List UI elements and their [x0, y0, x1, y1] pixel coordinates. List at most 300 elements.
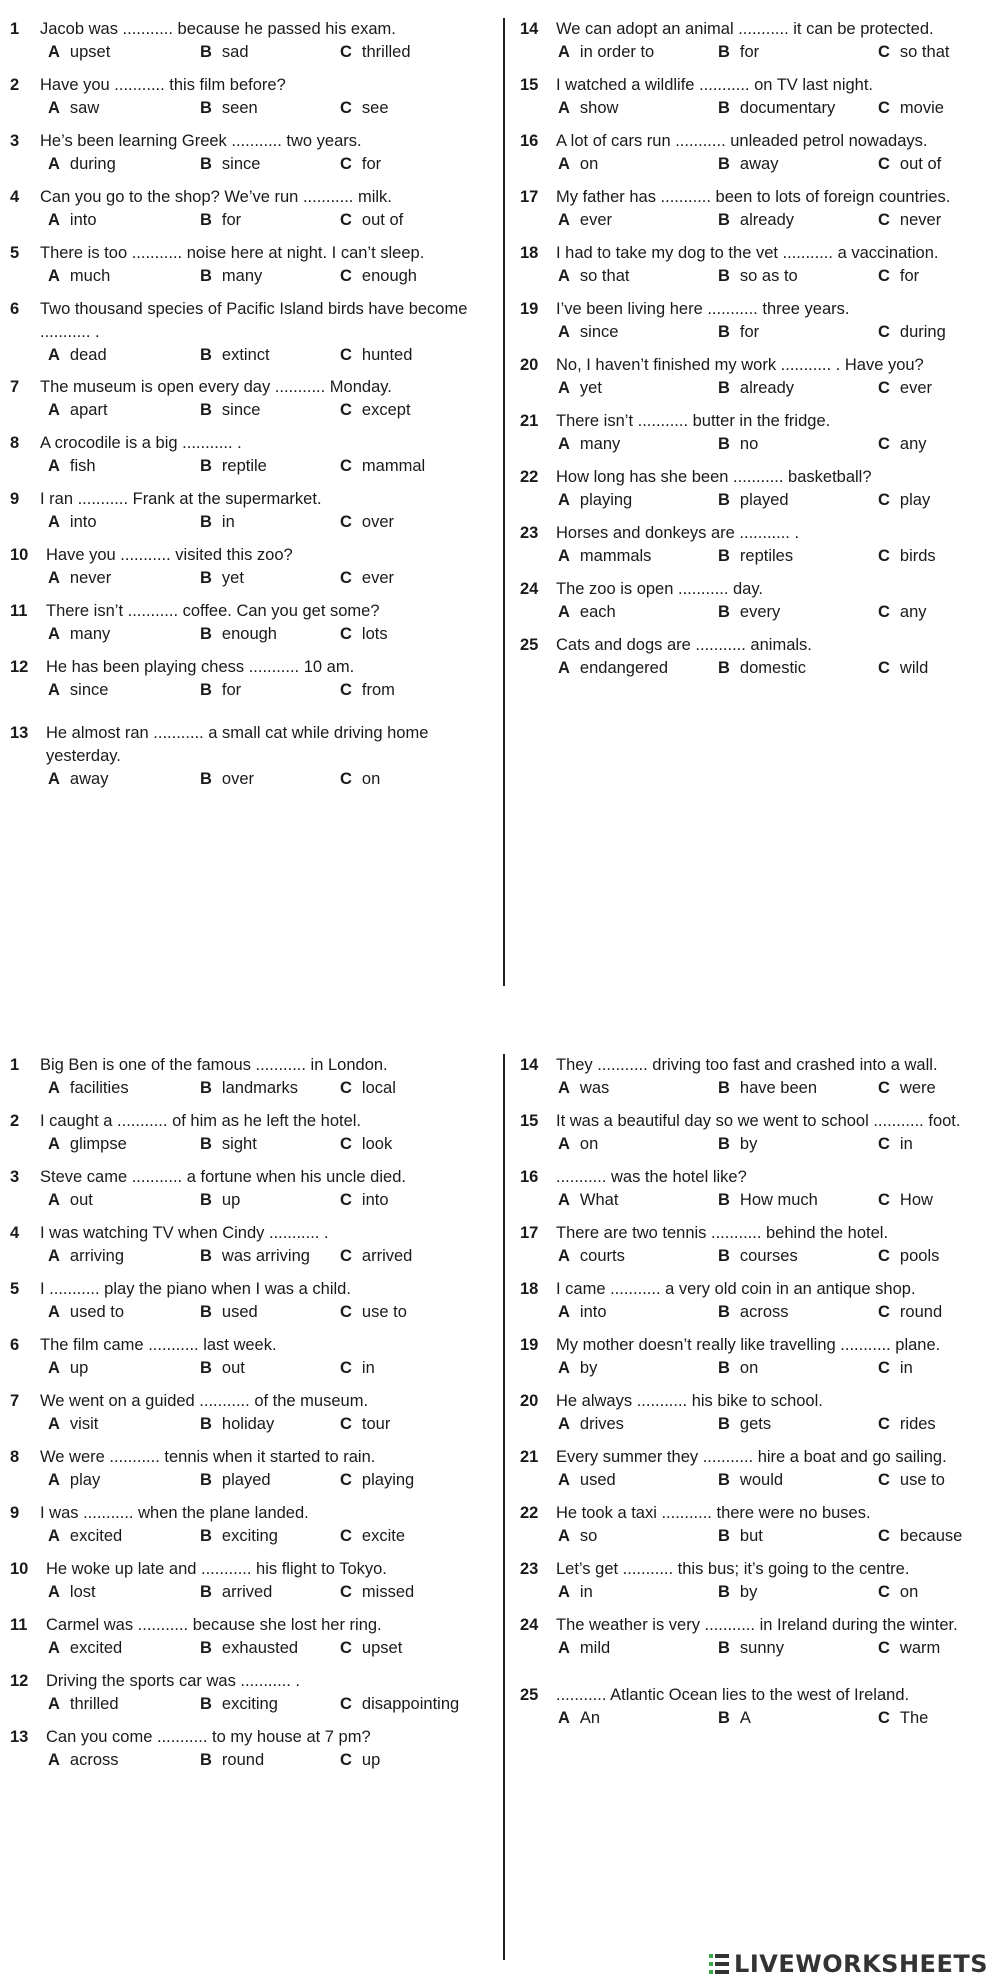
answer-option-c[interactable] [878, 1469, 945, 1492]
answer-option-a[interactable] [48, 1749, 200, 1772]
question-item [10, 1390, 496, 1436]
answer-option-b[interactable] [200, 1525, 340, 1548]
answer-options [48, 1301, 496, 1324]
option-text: endangered [579, 659, 669, 677]
answer-option-a[interactable] [558, 545, 718, 568]
answer-options [48, 455, 496, 478]
option-text: across [69, 1751, 119, 1769]
answer-option-c[interactable] [340, 1133, 392, 1156]
option-letter: A [48, 1583, 60, 1601]
option-letter: A [558, 491, 570, 509]
answer-option-c[interactable] [878, 489, 930, 512]
answer-option-b[interactable] [200, 1469, 340, 1492]
answer-option-c[interactable] [878, 321, 946, 344]
answer-option-c[interactable] [340, 209, 403, 232]
answer-option-b[interactable] [200, 679, 340, 702]
question-number: 10 [10, 546, 29, 564]
question-number: 9 [10, 490, 20, 508]
answer-option-a[interactable] [558, 1581, 718, 1604]
option-letter: C [878, 1527, 890, 1545]
answer-option-b[interactable] [718, 377, 878, 400]
question-stem [520, 298, 998, 321]
answer-option-c[interactable] [878, 433, 927, 456]
question-number: 2 [10, 76, 20, 94]
option-text: How [899, 1191, 933, 1209]
answer-option-c[interactable] [878, 1133, 913, 1156]
answer-option-b[interactable] [718, 1525, 878, 1548]
answer-option-a[interactable] [48, 41, 200, 64]
answer-option-b[interactable] [718, 545, 878, 568]
answer-option-b[interactable] [200, 1749, 340, 1772]
answer-option-b[interactable] [718, 41, 878, 64]
answer-option-a[interactable] [558, 1301, 718, 1324]
option-text: many [69, 625, 111, 643]
option-letter: A [48, 1079, 60, 1097]
answer-option-c[interactable] [340, 1189, 389, 1212]
answer-option-c[interactable] [340, 153, 381, 176]
answer-option-b[interactable] [718, 1357, 878, 1380]
answer-option-b[interactable] [718, 1301, 878, 1324]
answer-option-c[interactable] [340, 265, 417, 288]
answer-option-c[interactable] [340, 344, 412, 367]
question-item [520, 1390, 998, 1436]
option-letter: A [48, 211, 60, 229]
option-letter: C [878, 155, 890, 173]
answer-option-c[interactable] [878, 1189, 933, 1212]
option-text: birds [899, 547, 936, 565]
option-letter: B [718, 43, 730, 61]
option-letter: B [200, 569, 212, 587]
answer-option-c[interactable] [878, 97, 944, 120]
question-item [520, 634, 998, 680]
question-stem [520, 1222, 998, 1245]
question-stem [10, 1110, 496, 1133]
option-text: arrived [361, 1247, 413, 1265]
answer-option-c[interactable] [878, 1525, 962, 1548]
question-item [520, 466, 998, 512]
answer-option-b[interactable] [718, 1133, 878, 1156]
answer-option-c[interactable] [878, 1413, 936, 1436]
question-text: I’ve been living here ........... three years. [556, 300, 850, 318]
answer-option-c[interactable] [878, 657, 928, 680]
question-item [520, 1054, 998, 1100]
option-letter: C [878, 1583, 890, 1601]
answer-option-b[interactable] [718, 265, 878, 288]
answer-option-a[interactable] [48, 511, 200, 534]
answer-option-a[interactable] [558, 265, 718, 288]
option-text: by [739, 1583, 758, 1601]
answer-option-b[interactable] [200, 567, 340, 590]
answer-option-a[interactable] [558, 657, 718, 680]
option-text: seen [221, 99, 258, 117]
answer-option-a[interactable] [558, 97, 718, 120]
answer-options [48, 399, 496, 422]
answer-option-b[interactable] [200, 265, 340, 288]
question-text: ........... Atlantic Ocean lies to the west of Ireland. [556, 1686, 910, 1704]
question-stem [10, 1278, 496, 1301]
answer-option-a[interactable] [48, 1581, 200, 1604]
answer-option-b[interactable] [200, 1189, 340, 1212]
answer-option-c[interactable] [340, 455, 425, 478]
answer-option-c[interactable] [340, 511, 394, 534]
option-letter: B [718, 1079, 730, 1097]
option-letter: B [200, 1247, 212, 1265]
option-text: sight [221, 1135, 257, 1153]
question-text: Let’s get ........... this bus; it’s going to the centre. [556, 1560, 910, 1578]
option-letter: C [340, 267, 352, 285]
question-item [520, 1684, 998, 1730]
option-letter: A [48, 569, 60, 587]
answer-option-c[interactable] [340, 1301, 407, 1324]
answer-option-b[interactable] [200, 97, 340, 120]
question-text: The weather is very ........... in Ireland during the winter. [556, 1616, 958, 1634]
option-text: away [69, 770, 109, 788]
answer-option-a[interactable] [48, 455, 200, 478]
answer-option-a[interactable] [48, 209, 200, 232]
answer-option-b[interactable] [200, 1133, 340, 1156]
answer-option-a[interactable] [48, 1245, 200, 1268]
question-number: 21 [520, 1448, 539, 1466]
option-text: glimpse [69, 1135, 127, 1153]
answer-option-c[interactable] [878, 601, 927, 624]
answer-option-a[interactable] [558, 489, 718, 512]
answer-option-b[interactable] [718, 1469, 878, 1492]
option-text: each [579, 603, 616, 621]
answer-option-c[interactable] [340, 1749, 380, 1772]
option-letter: B [718, 1527, 730, 1545]
answer-option-a[interactable] [558, 1133, 718, 1156]
answer-option-a[interactable] [558, 1707, 718, 1730]
answer-options [48, 1525, 496, 1548]
answer-option-c[interactable] [340, 623, 388, 646]
answer-options [48, 1581, 496, 1604]
answer-option-c[interactable] [340, 399, 411, 422]
question-item [10, 186, 496, 232]
question-number: 25 [520, 1686, 539, 1704]
answer-option-c[interactable] [340, 1077, 396, 1100]
option-letter: B [718, 659, 730, 677]
answer-option-a[interactable] [558, 41, 718, 64]
option-text: extinct [221, 346, 270, 364]
answer-option-b[interactable] [200, 1693, 340, 1716]
question-number: 8 [10, 1448, 20, 1466]
question-text: Have you ........... visited this zoo? [46, 546, 293, 564]
answer-option-b[interactable] [200, 1581, 340, 1604]
question-text: Have you ........... this film before? [40, 76, 286, 94]
question-text: Can you come ........... to my house at 7 pm? [46, 1728, 371, 1746]
option-text: much [69, 267, 111, 285]
option-letter: B [718, 1639, 730, 1657]
answer-option-c[interactable] [340, 1245, 412, 1268]
answer-option-a[interactable] [48, 1133, 200, 1156]
question-item [10, 1446, 496, 1492]
option-text: rides [899, 1415, 936, 1433]
answer-option-b[interactable] [718, 209, 878, 232]
question-item [520, 1110, 998, 1156]
answer-option-a[interactable] [558, 1637, 718, 1660]
option-text: so that [899, 43, 950, 61]
option-text: since [221, 401, 261, 419]
answer-option-a[interactable] [48, 1301, 200, 1324]
answer-option-a[interactable] [48, 679, 200, 702]
option-letter: C [340, 1191, 352, 1209]
answer-option-b[interactable] [718, 433, 878, 456]
answer-option-c[interactable] [340, 679, 395, 702]
question-item [10, 1278, 496, 1324]
question-number: 18 [520, 244, 539, 262]
question-number: 19 [520, 300, 539, 318]
question-item [10, 130, 496, 176]
option-text: for [221, 211, 242, 229]
option-letter: A [558, 1247, 570, 1265]
answer-option-b[interactable] [200, 344, 340, 367]
answer-option-a[interactable] [48, 1693, 200, 1716]
answer-option-a[interactable] [48, 1357, 200, 1380]
answer-option-c[interactable] [878, 1245, 939, 1268]
answer-options [558, 1301, 998, 1324]
option-letter: B [718, 323, 730, 341]
question-stem [10, 1166, 496, 1189]
option-letter: B [718, 211, 730, 229]
answer-options [48, 153, 496, 176]
answer-option-a[interactable] [48, 344, 200, 367]
answer-option-a[interactable] [48, 1077, 200, 1100]
answer-option-a[interactable] [48, 399, 200, 422]
answer-option-c[interactable] [878, 1077, 936, 1100]
answer-option-b[interactable] [718, 1581, 878, 1604]
answer-option-b[interactable] [200, 1357, 340, 1380]
question-stem [10, 1054, 496, 1077]
answer-option-c[interactable] [878, 209, 941, 232]
option-letter: B [200, 1471, 212, 1489]
answer-option-b[interactable] [200, 209, 340, 232]
question-text: There are two tennis ........... behind the hotel. [556, 1224, 889, 1242]
option-letter: B [200, 401, 212, 419]
answer-option-b[interactable] [200, 623, 340, 646]
answer-option-a[interactable] [48, 567, 200, 590]
column-divider [503, 1054, 505, 1960]
answer-option-c[interactable] [340, 1413, 390, 1436]
answer-option-a[interactable] [558, 321, 718, 344]
question-stem [520, 354, 998, 377]
question-number: 11 [10, 602, 28, 620]
option-letter: B [200, 1583, 212, 1601]
answer-option-c[interactable] [878, 1581, 918, 1604]
answer-option-b[interactable] [718, 321, 878, 344]
answer-option-b[interactable] [200, 1637, 340, 1660]
answer-option-a[interactable] [558, 1525, 718, 1548]
answer-option-a[interactable] [48, 1189, 200, 1212]
answer-options [558, 1189, 998, 1212]
option-letter: B [200, 1359, 212, 1377]
answer-option-b[interactable] [718, 1413, 878, 1436]
answer-option-b[interactable] [718, 1077, 878, 1100]
answer-option-b[interactable] [200, 1413, 340, 1436]
answer-option-c[interactable] [878, 41, 949, 64]
option-letter: B [200, 211, 212, 229]
answer-option-b[interactable] [718, 601, 878, 624]
answer-option-b[interactable] [200, 1245, 340, 1268]
option-text: dead [69, 346, 107, 364]
answer-option-a[interactable] [558, 377, 718, 400]
option-letter: B [718, 1709, 730, 1727]
answer-options [558, 657, 998, 680]
answer-option-b[interactable] [200, 1077, 340, 1100]
option-text: What [579, 1191, 619, 1209]
option-letter: C [340, 99, 352, 117]
answer-option-a[interactable] [558, 1189, 718, 1212]
answer-option-b[interactable] [718, 153, 878, 176]
answer-option-b[interactable] [718, 1707, 878, 1730]
option-letter: B [200, 513, 212, 531]
answer-option-a[interactable] [48, 768, 200, 791]
option-text: documentary [739, 99, 836, 117]
answer-option-a[interactable] [48, 265, 200, 288]
answer-option-b[interactable] [200, 1301, 340, 1324]
option-letter: A [48, 1751, 60, 1769]
option-text: An [579, 1709, 601, 1727]
answer-option-c[interactable] [878, 1637, 940, 1660]
option-text: landmarks [221, 1079, 299, 1097]
question-item [10, 544, 496, 590]
question-number: 12 [10, 1672, 29, 1690]
option-text: never [69, 569, 112, 587]
answer-option-c[interactable] [878, 153, 941, 176]
answer-option-a[interactable] [558, 209, 718, 232]
answer-option-b[interactable] [200, 511, 340, 534]
liveworksheets-logo-icon [708, 1952, 730, 1976]
answer-option-a[interactable] [558, 1245, 718, 1268]
option-letter: C [340, 1471, 352, 1489]
question-number: 23 [520, 1560, 539, 1578]
answer-option-c[interactable] [878, 377, 932, 400]
answer-option-a[interactable] [48, 1469, 200, 1492]
answer-option-c[interactable] [878, 1357, 913, 1380]
answer-option-a[interactable] [48, 97, 200, 120]
option-text: used [221, 1303, 258, 1321]
answer-option-b[interactable] [200, 399, 340, 422]
option-text: thrilled [69, 1695, 119, 1713]
answer-option-a[interactable] [558, 1077, 718, 1100]
answer-option-a[interactable] [558, 153, 718, 176]
answer-option-c[interactable] [340, 1525, 405, 1548]
option-text: any [899, 603, 927, 621]
answer-option-a[interactable] [48, 153, 200, 176]
answer-option-c[interactable] [878, 1707, 928, 1730]
answer-option-b[interactable] [718, 1637, 878, 1660]
answer-option-a[interactable] [48, 1637, 200, 1660]
answer-option-c[interactable] [340, 41, 411, 64]
option-letter: C [878, 1247, 890, 1265]
option-letter: A [48, 1247, 60, 1265]
question-item [10, 298, 496, 367]
answer-option-c[interactable] [340, 1581, 414, 1604]
answer-option-a[interactable] [558, 433, 718, 456]
answer-option-c[interactable] [340, 97, 389, 120]
answer-option-b[interactable] [718, 1189, 878, 1212]
option-letter: B [200, 1695, 212, 1713]
answer-options [558, 1413, 998, 1436]
answer-option-b[interactable] [718, 1245, 878, 1268]
question-number: 4 [10, 188, 20, 206]
option-text: apart [69, 401, 108, 419]
answer-options [48, 511, 496, 534]
question-item [10, 600, 496, 646]
answer-option-b[interactable] [200, 768, 340, 791]
option-letter: A [558, 323, 570, 341]
question-stem [520, 634, 998, 657]
question-text: Steve came ........... a fortune when his uncle died. [40, 1168, 406, 1186]
answer-option-b[interactable] [200, 455, 340, 478]
answer-option-b[interactable] [718, 97, 878, 120]
answer-option-b[interactable] [718, 489, 878, 512]
option-letter: A [48, 155, 60, 173]
question-item [10, 1558, 496, 1604]
question-number: 1 [10, 1056, 20, 1074]
question-item [10, 1166, 496, 1212]
answer-option-c[interactable] [340, 1693, 459, 1716]
answer-option-c[interactable] [340, 1357, 375, 1380]
option-text: during [899, 323, 946, 341]
option-text: up [361, 1751, 381, 1769]
answer-option-b[interactable] [200, 153, 340, 176]
answer-options [558, 209, 998, 232]
answer-options [48, 41, 496, 64]
answer-option-b[interactable] [200, 41, 340, 64]
option-text: play [899, 491, 931, 509]
option-text: on [899, 1583, 919, 1601]
option-text: local [361, 1079, 396, 1097]
question-text: Cats and dogs are ........... animals. [556, 636, 812, 654]
question-number: 13 [10, 724, 29, 742]
option-text: courts [579, 1247, 625, 1265]
option-text: enough [221, 625, 277, 643]
answer-option-a[interactable] [48, 1413, 200, 1436]
answer-option-a[interactable] [558, 601, 718, 624]
question-number: 24 [520, 580, 539, 598]
option-letter: C [878, 1639, 890, 1657]
option-letter: B [200, 43, 212, 61]
answer-option-a[interactable] [558, 1469, 718, 1492]
answer-option-c[interactable] [878, 545, 936, 568]
answer-option-c[interactable] [340, 567, 394, 590]
answer-option-a[interactable] [48, 1525, 200, 1548]
option-letter: A [48, 1527, 60, 1545]
answer-option-c[interactable] [878, 265, 919, 288]
answer-option-c[interactable] [340, 1637, 402, 1660]
answer-options [48, 1077, 496, 1100]
answer-option-b[interactable] [718, 657, 878, 680]
option-text: into [69, 513, 97, 531]
answer-option-a[interactable] [558, 1357, 718, 1380]
question-item [520, 410, 998, 456]
answer-option-c[interactable] [340, 1469, 414, 1492]
answer-option-a[interactable] [48, 623, 200, 646]
answer-option-c[interactable] [878, 1301, 942, 1324]
option-text: already [739, 211, 795, 229]
answer-options [48, 623, 496, 646]
option-letter: C [340, 1247, 352, 1265]
question-number: 6 [10, 1336, 20, 1354]
option-letter: B [718, 99, 730, 117]
option-letter: A [48, 401, 60, 419]
question-item [10, 1726, 496, 1772]
answer-option-c[interactable] [340, 768, 380, 791]
answer-option-a[interactable] [558, 1413, 718, 1436]
answer-options [558, 1469, 998, 1492]
option-text: thrilled [361, 43, 411, 61]
option-letter: B [718, 435, 730, 453]
